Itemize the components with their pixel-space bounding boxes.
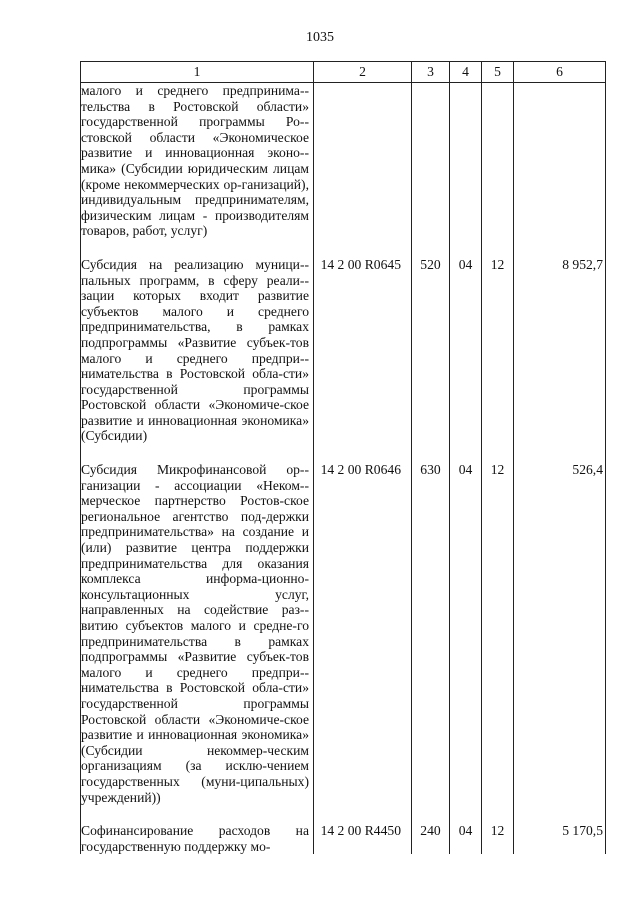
row-amount [514,83,606,257]
row-code [314,83,412,257]
table-header [81,62,606,83]
row-amount: 8 952,7 [514,257,606,462]
table-row [81,823,606,854]
row-col5: 12 [482,257,514,462]
row-col3: 240 [412,823,450,854]
row-col3 [412,83,450,257]
row-code: 14 2 00 R4450 [314,823,412,854]
row-col5: 12 [482,823,514,854]
row-description: Софинансирование расходов на государственную поддержку мо- [81,823,314,854]
row-col3: 630 [412,462,450,823]
table-row [81,257,606,462]
column-header-4: 4 [450,62,482,83]
header-row [81,62,606,83]
row-description: Субсидия Микрофинансовой ор-ганизации - ассоциации «Неком-мерческое партнерство Ростов-ское региональное агентство под-держки предпринимательства» на создание и (или) развитие центра поддержки предпринимательства для оказания комплекса информа-ционно-консультационных услуг, направленных на содействие раз-витию субъектов малого и средне-го предпринимательства в рамках подпрограммы «Развитие субъек-тов малого и среднего предпри-нимательства в Ростовской обла-сти» государственной программы Ростовской области «Экономиче-ское развитие и инновационная экономика» (Субсидии некоммер-ческим организациям (за исклю-чением государственных (муни-ципальных) учреждений)) [81,462,314,823]
row-col4 [450,83,482,257]
row-description: малого и среднего предпринима-тельства в Ростовской области» государственной программы Ро-стовской области «Экономическое развитие и инновационная эконо-мика» (Субсидии юридическим лицам (кроме некоммерческих ор-ганизаций), индивидуальным предпринимателям, физическим лицам - производителям товаров, работ, услуг) [81,83,314,257]
column-header-6: 6 [514,62,606,83]
row-col4: 04 [450,823,482,854]
row-code: 14 2 00 R0646 [314,462,412,823]
row-description: Субсидия на реализацию муници-пальных программ, в сферу реали-зации которых входит развитие субъектов малого и среднего предпринимательства, в рамках подпрограммы «Развитие субъек-тов малого и среднего предпри-нимательства в Ростовской обла-сти» государственной программы Ростовской области «Экономиче-ское развитие и инновационная экономика» (Субсидии) [81,257,314,462]
row-col4: 04 [450,257,482,462]
column-header-1: 1 [81,62,314,83]
column-header-2: 2 [314,62,412,83]
page-number: 1035 [306,30,334,45]
row-code: 14 2 00 R0645 [314,257,412,462]
table-row [81,462,606,823]
row-col5: 12 [482,462,514,823]
row-col4: 04 [450,462,482,823]
row-col3: 520 [412,257,450,462]
column-header-3: 3 [412,62,450,83]
row-col5 [482,83,514,257]
table-row [81,83,606,257]
budget-table [80,61,606,854]
row-amount: 526,4 [514,462,606,823]
table-body [81,83,606,855]
column-header-5: 5 [482,62,514,83]
row-amount: 5 170,5 [514,823,606,854]
